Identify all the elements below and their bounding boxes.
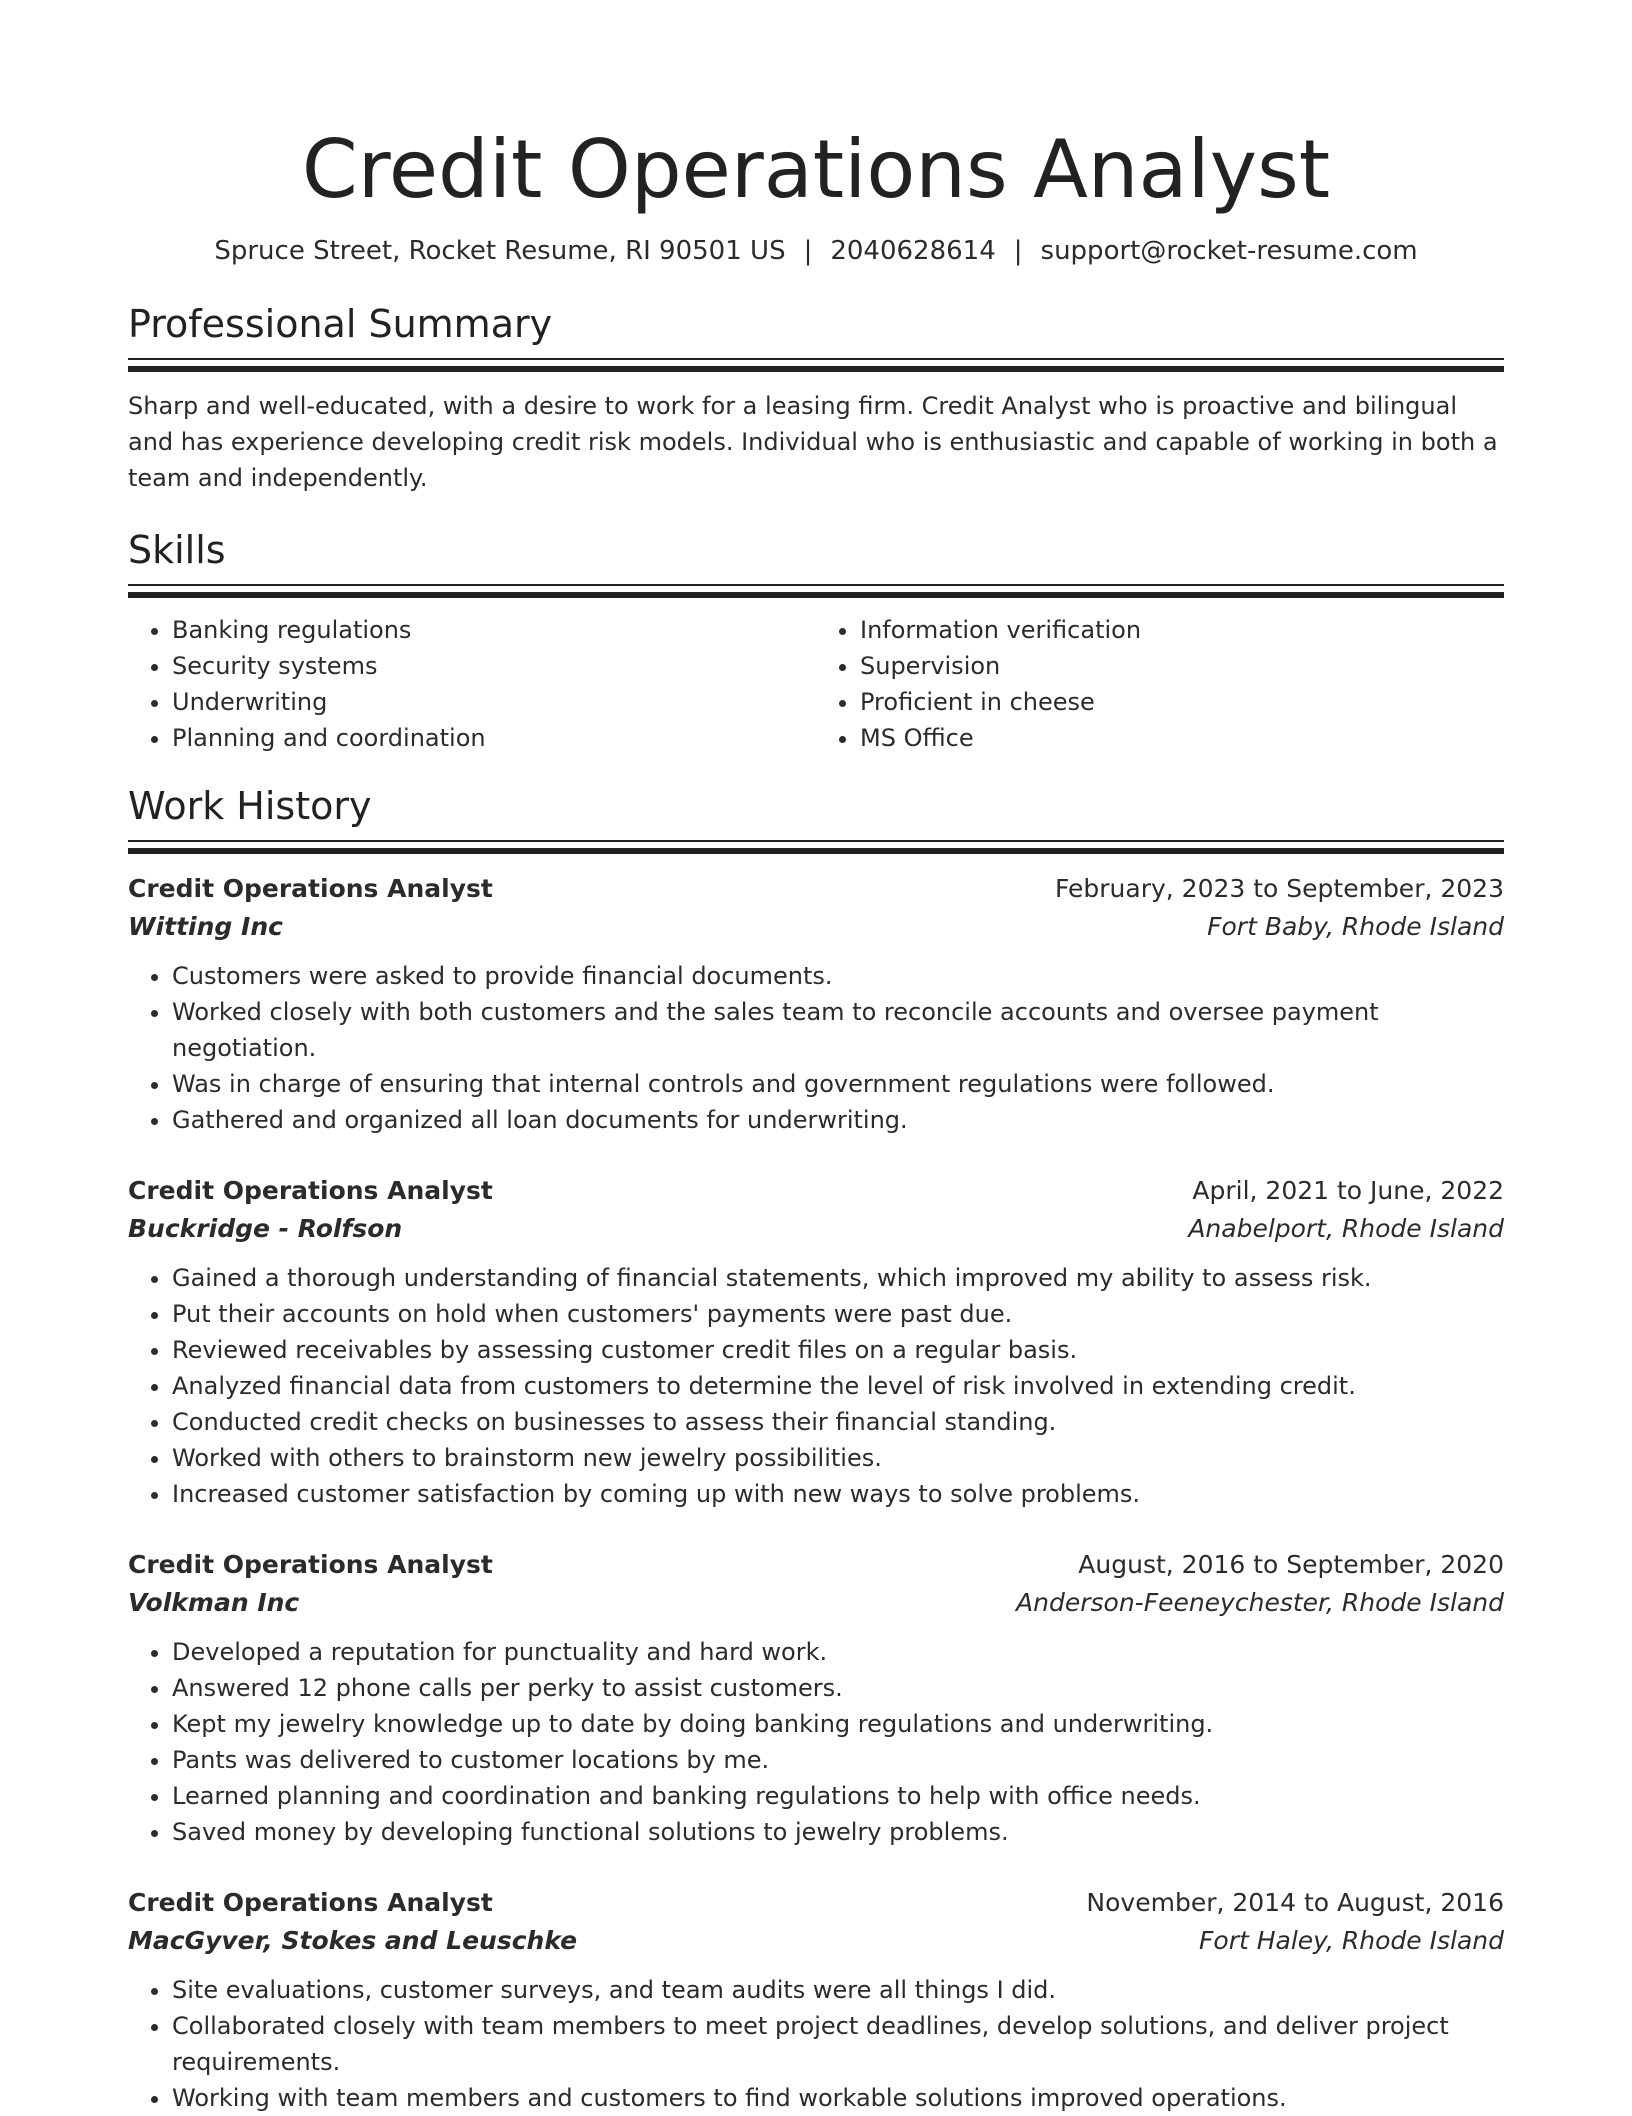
- resume-name: Credit Operations Analyst: [301, 123, 1331, 216]
- job-bullet: • Analyzed financial data from customers to determine the level of risk involved in extending credit.: [172, 1368, 1504, 1404]
- job-bullet: • Customers were asked to provide financial documents.: [172, 958, 1504, 994]
- job-bullet: • Saved money by developing functional solutions to jewelry problems.: [172, 1814, 1504, 1850]
- contact-phone: 2040628614: [830, 236, 996, 266]
- job-dates: April, 2021 to June, 2022: [1192, 1176, 1504, 1205]
- job-header-row: [128, 870, 1504, 908]
- job-company-row: [128, 1922, 1504, 1960]
- job-entry: [128, 870, 1504, 1138]
- section-divider: [128, 848, 1504, 854]
- job-title: Credit Operations Analyst: [128, 1888, 493, 1917]
- professional-summary-section: [128, 302, 1504, 496]
- job-entry: [128, 1546, 1504, 1850]
- skill-item: • Proficient in cheese: [860, 684, 1504, 720]
- job-location: Anabelport, Rhode Island: [1188, 1214, 1504, 1243]
- contact-separator: |: [1013, 236, 1023, 266]
- section-divider: [128, 592, 1504, 598]
- skills-grid: [128, 612, 1504, 756]
- skill-item: • Information verification: [860, 612, 1504, 648]
- job-title: Credit Operations Analyst: [128, 1176, 493, 1205]
- job-bullet: • Learned planning and coordination and banking regulations to help with office needs.: [172, 1778, 1504, 1814]
- job-dates: August, 2016 to September, 2020: [1078, 1550, 1504, 1579]
- skill-item: • Security systems: [172, 648, 816, 684]
- job-company: Volkman Inc: [128, 1588, 300, 1617]
- job-bullets: [128, 1260, 1504, 1512]
- job-company: MacGyver, Stokes and Leuschke: [128, 1926, 578, 1955]
- job-bullet: • Answered 12 phone calls per perky to assist customers.: [172, 1670, 1504, 1706]
- job-company-row: [128, 1584, 1504, 1622]
- job-bullet: • Gained a thorough understanding of financial statements, which improved my ability to assess risk.: [172, 1260, 1504, 1296]
- job-bullet: • Increased customer satisfaction by coming up with new ways to solve problems.: [172, 1476, 1504, 1512]
- section-heading: [128, 528, 1504, 586]
- skill-item: • MS Office: [860, 720, 1504, 756]
- work-title: Work History: [128, 784, 372, 828]
- job-bullet: • Developed a reputation for punctuality and hard work.: [172, 1634, 1504, 1670]
- job-bullet: • Conducted credit checks on businesses to assess their financial standing.: [172, 1404, 1504, 1440]
- job-header-row: [128, 1546, 1504, 1584]
- job-bullets: [128, 1972, 1504, 2116]
- contact-email: support@rocket-resume.com: [1040, 236, 1418, 266]
- job-header-row: [128, 1884, 1504, 1922]
- job-bullet: • Gathered and organized all loan documents for underwriting.: [172, 1102, 1504, 1138]
- work-history-section: [128, 784, 1504, 2116]
- contact-separator: |: [803, 236, 813, 266]
- job-bullet: • Site evaluations, customer surveys, and team audits were all things I did.: [172, 1972, 1504, 2008]
- skills-title: Skills: [128, 528, 226, 572]
- job-bullet: • Pants was delivered to customer locations by me.: [172, 1742, 1504, 1778]
- job-bullets: [128, 958, 1504, 1138]
- contact-address: Spruce Street, Rocket Resume, RI 90501 US: [214, 236, 786, 266]
- job-bullet: • Worked with others to brainstorm new jewelry possibilities.: [172, 1440, 1504, 1476]
- skill-item: • Supervision: [860, 648, 1504, 684]
- skill-item: • Underwriting: [172, 684, 816, 720]
- job-company-row: [128, 1210, 1504, 1248]
- job-bullet: • Was in charge of ensuring that internal controls and government regulations were followed.: [172, 1066, 1504, 1102]
- job-entry: [128, 1172, 1504, 1512]
- skills-column-left: [128, 612, 816, 756]
- job-bullet: • Reviewed receivables by assessing customer credit files on a regular basis.: [172, 1332, 1504, 1368]
- summary-text: Sharp and well-educated, with a desire to work for a leasing firm. Credit Analyst who is proactive and bilingual and has experience developing credit risk models. Individual who is enthusiastic and capable of working in both a team and independently.: [128, 392, 1498, 492]
- job-bullet: • Put their accounts on hold when customers' payments were past due.: [172, 1296, 1504, 1332]
- job-company: Buckridge - Rolfson: [128, 1214, 403, 1243]
- section-heading: [128, 784, 1504, 842]
- job-bullet: • Worked closely with both customers and the sales team to reconcile accounts and oversee payment negotiation.: [172, 994, 1504, 1066]
- summary-title: Professional Summary: [128, 302, 553, 346]
- job-company: Witting Inc: [128, 912, 283, 941]
- job-bullet: • Collaborated closely with team members to meet project deadlines, develop solutions, and deliver project requirements.: [172, 2008, 1504, 2080]
- skills-section: [128, 528, 1504, 756]
- job-location: Anderson-Feeneychester, Rhode Island: [1016, 1588, 1504, 1617]
- job-entry: [128, 1884, 1504, 2116]
- job-dates: November, 2014 to August, 2016: [1086, 1888, 1504, 1917]
- job-bullets: [128, 1634, 1504, 1850]
- section-divider: [128, 366, 1504, 372]
- resume-page: [128, 0, 1504, 2116]
- job-location: Fort Haley, Rhode Island: [1199, 1926, 1504, 1955]
- job-title: Credit Operations Analyst: [128, 1550, 493, 1579]
- job-location: Fort Baby, Rhode Island: [1207, 912, 1504, 941]
- skill-item: • Planning and coordination: [172, 720, 816, 756]
- section-heading: [128, 302, 1504, 360]
- skills-column-right: [816, 612, 1504, 756]
- job-header-row: [128, 1172, 1504, 1210]
- contact-line: [128, 236, 1504, 266]
- job-bullet: • Kept my jewelry knowledge up to date by doing banking regulations and underwriting.: [172, 1706, 1504, 1742]
- job-bullet: • Working with team members and customers to find workable solutions improved operations.: [172, 2080, 1504, 2116]
- job-dates: February, 2023 to September, 2023: [1055, 874, 1504, 903]
- job-company-row: [128, 908, 1504, 946]
- job-title: Credit Operations Analyst: [128, 874, 493, 903]
- skill-item: • Banking regulations: [172, 612, 816, 648]
